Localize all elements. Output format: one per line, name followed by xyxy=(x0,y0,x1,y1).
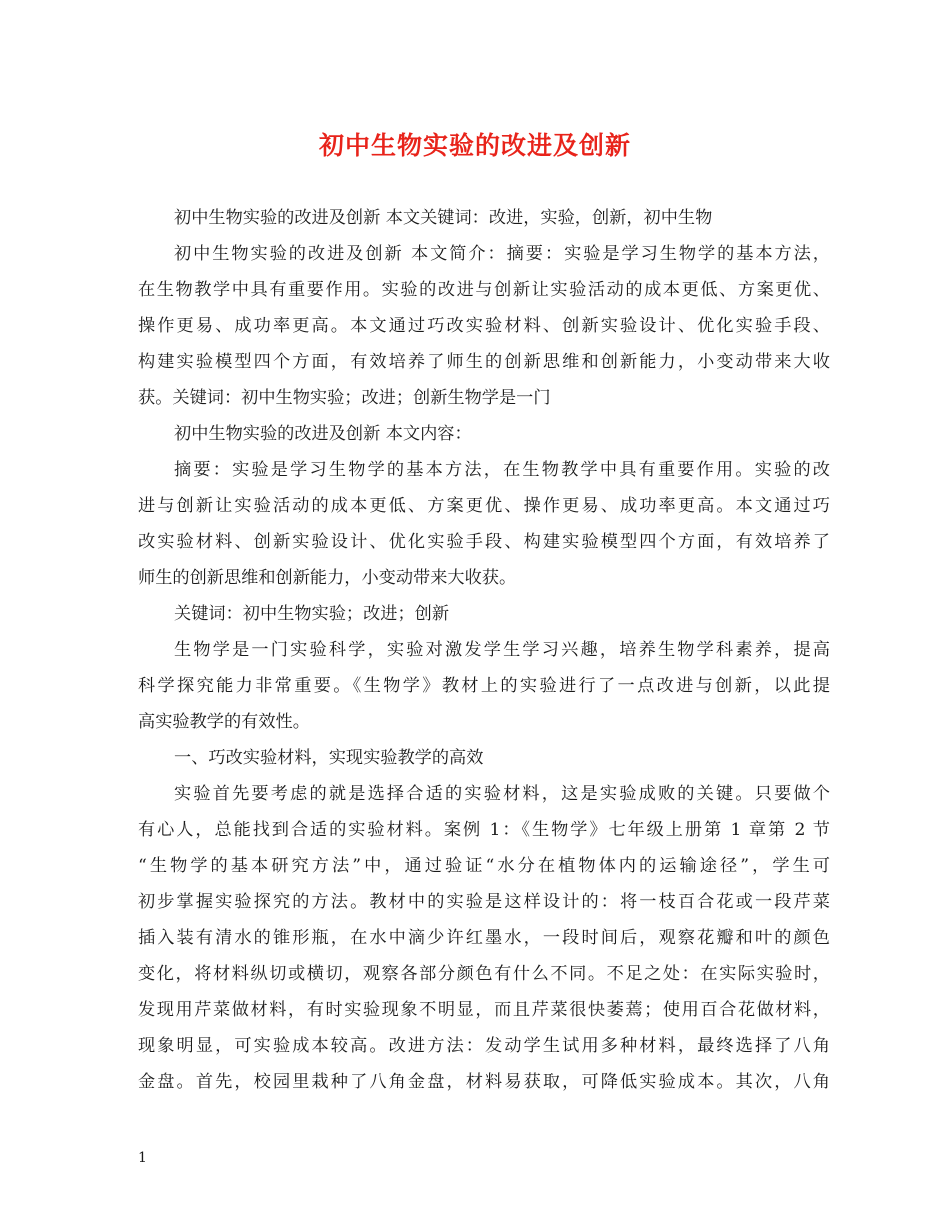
text-line: 发现用芹菜做材料，有时实验现象不明显，而且芹菜很快萎蔫；使用百合花做材料， xyxy=(138,1000,830,1020)
document-body xyxy=(138,200,830,1100)
text-line: 初中生物实验的改进及创新 本文内容： xyxy=(174,424,472,444)
text-line: 获。关键词：初中生物实验；改进；创新生物学是一门 xyxy=(138,388,551,408)
text-line: 科学探究能力非常重要。《生物学》教材上的实验进行了一点改进与创新，以此提 xyxy=(138,676,830,696)
page-number: 1 xyxy=(138,1150,147,1166)
text-line: 进与创新让实验活动的成本更低、方案更优、操作更易、成功率更高。本文通过巧 xyxy=(138,496,830,516)
text-line: 初步掌握实验探究的方法。教材中的实验是这样设计的：将一枝百合花或一段芹菜 xyxy=(138,892,830,912)
text-line: 师生的创新思维和创新能力，小变动带来大收获。 xyxy=(138,568,517,588)
text-line: 初中生物实验的改进及创新 本文简介：摘要：实验是学习生物学的基本方法， xyxy=(174,244,830,264)
text-line: 操作更易、成功率更高。本文通过巧改实验材料、创新实验设计、优化实验手段、 xyxy=(138,316,830,336)
document-title: 初中生物实验的改进及创新 xyxy=(318,131,631,160)
text-line: 改实验材料、创新实验设计、优化实验手段、构建实验模型四个方面，有效培养了 xyxy=(138,532,830,552)
text-line: 变化，将材料纵切或横切，观察各部分颜色有什么不同。不足之处：在实际实验时， xyxy=(138,964,830,984)
text-line: “生物学的基本研究方法”中，通过验证“水分在植物体内的运输途径”，学生可 xyxy=(138,856,830,876)
text-line: 在生物教学中具有重要作用。实验的改进与创新让实验活动的成本更低、方案更优、 xyxy=(138,280,830,300)
text-line: 实验首先要考虑的就是选择合适的实验材料，这是实验成败的关键。只要做个 xyxy=(174,784,830,804)
text-line: 有心人，总能找到合适的实验材料。案例 1：《生物学》七年级上册第 1 章第 2 节 xyxy=(138,820,830,840)
text-line: 构建实验模型四个方面，有效培养了师生的创新思维和创新能力，小变动带来大收 xyxy=(138,352,830,372)
section-heading: 一、巧改实验材料，实现实验教学的高效 xyxy=(174,748,484,768)
text-line: 金盘。首先，校园里栽种了八角金盘，材料易获取，可降低实验成本。其次，八角 xyxy=(138,1072,830,1092)
text-line: 现象明显，可实验成本较高。改进方法：发动学生试用多种材料，最终选择了八角 xyxy=(138,1036,830,1056)
text-line: 插入装有清水的锥形瓶，在水中滴少许红墨水，一段时间后，观察花瓣和叶的颜色 xyxy=(138,928,830,948)
text-line: 关键词：初中生物实验；改进；创新 xyxy=(174,604,450,624)
text-line: 生物学是一门实验科学，实验对激发学生学习兴趣，培养生物学科素养，提高 xyxy=(174,640,830,660)
keywords-line: 初中生物实验的改进及创新 本文关键词：改进，实验，创新，初中生物 xyxy=(174,208,713,228)
text-line: 摘要：实验是学习生物学的基本方法，在生物教学中具有重要作用。实验的改 xyxy=(174,460,830,480)
text-line: 高实验教学的有效性。 xyxy=(138,712,310,732)
